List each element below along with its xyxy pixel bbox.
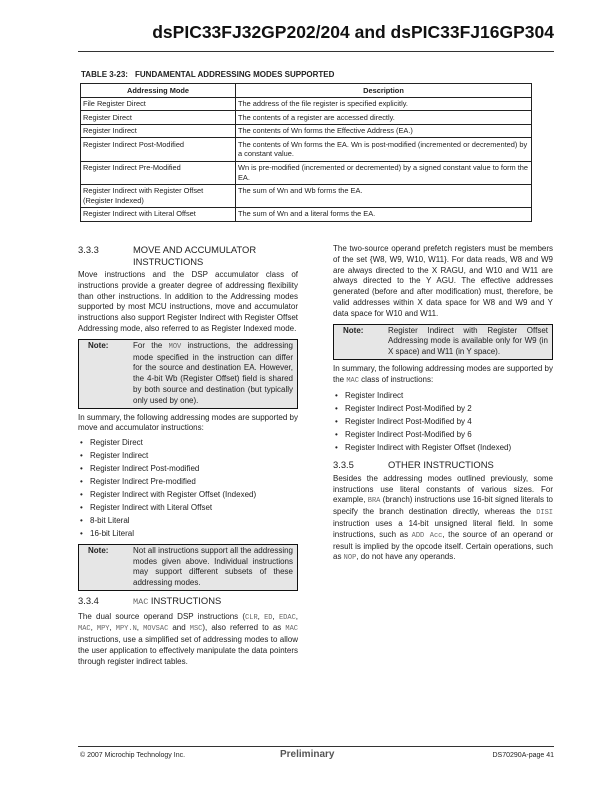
text-segment: instructions, the addressing mode specified in the instruction can differ for the source and destination EA. However, the 4-bit Wb (Register Offset) field is shared by both source and destination (but typically only used by one). bbox=[133, 340, 293, 405]
section-title-text: INSTRUCTIONS bbox=[148, 595, 222, 607]
text-segment: (branch) instructions use 16-bit signed literals to specify the branch destination directly, whereas the bbox=[333, 495, 553, 517]
text-segment: instruction uses a 14-bit unsigned literal field. In some instructions, such as bbox=[333, 518, 553, 539]
table-row bbox=[81, 111, 532, 125]
note-text: Register Indirect with Register Offset Addressing mode is available only for W9 (in X space) and W11 (in Y space). bbox=[388, 325, 548, 357]
description-cell: The address of the file register is specified explicitly. bbox=[236, 97, 532, 111]
section-heading-3-3-4 bbox=[78, 595, 298, 609]
code-text: CLR bbox=[245, 613, 258, 622]
code-text: MOVSAC bbox=[143, 625, 169, 634]
note-box bbox=[78, 339, 298, 409]
list-item: • Register Indirect Post-Modified by 4 bbox=[333, 417, 553, 428]
mode-cell: Register Direct bbox=[81, 111, 236, 125]
description-cell: The contents of Wn forms the EA. Wn is post-modified (incremented or decremented) by a constant value. bbox=[236, 138, 532, 161]
text-segment: The dual source operand DSP instructions ( bbox=[78, 611, 246, 621]
code-text: MAC bbox=[285, 625, 298, 634]
code-text: MPY.N bbox=[115, 625, 137, 634]
code-text: MOV bbox=[168, 342, 182, 351]
table-row bbox=[81, 138, 532, 161]
paragraph bbox=[333, 364, 553, 387]
paragraph bbox=[78, 612, 298, 668]
description-cell: The contents of Wn forms the Effective Address (EA.) bbox=[236, 124, 532, 138]
table-row bbox=[81, 184, 532, 207]
section-number: 3.3.5 bbox=[333, 459, 354, 471]
code-text: MAC bbox=[133, 597, 149, 608]
table-row bbox=[81, 161, 532, 184]
text-segment: , bbox=[272, 611, 279, 621]
code-text: ED bbox=[264, 613, 273, 622]
list-item: • Register Indirect Post-Modified by 2 bbox=[333, 404, 553, 415]
code-text: EDAC bbox=[278, 613, 296, 622]
left-column bbox=[78, 244, 298, 672]
text-segment: instructions, use a simplified set of addressing modes to allow the user application to effectively manipulate the data pointers through register indirect tables. bbox=[78, 635, 298, 666]
bullet-list bbox=[78, 438, 298, 540]
list-item: • Register Indirect with Literal Offset bbox=[78, 503, 298, 514]
table-caption bbox=[81, 70, 334, 79]
code-text: MAC bbox=[78, 625, 91, 634]
note-label: Note: bbox=[88, 340, 109, 350]
table-row bbox=[81, 207, 532, 221]
mode-cell: File Register Direct bbox=[81, 97, 236, 111]
table-title: FUNDAMENTAL ADDRESSING MODES SUPPORTED bbox=[135, 70, 335, 79]
section-number: 3.3.4 bbox=[78, 595, 99, 607]
description-cell: The sum of Wn and a literal forms the EA. bbox=[236, 207, 532, 221]
section-heading-3-3-5 bbox=[333, 459, 553, 471]
page-header-title: dsPIC33FJ32GP202/204 and dsPIC33FJ16GP304 bbox=[152, 22, 554, 42]
section-title bbox=[133, 595, 221, 609]
note-label: Note: bbox=[88, 545, 109, 555]
table-number: TABLE 3-23: bbox=[81, 70, 128, 79]
footer-copyright: © 2007 Microchip Technology Inc. bbox=[80, 752, 186, 759]
text-segment: , bbox=[136, 623, 144, 633]
text-segment: ), also referred to as bbox=[202, 623, 286, 633]
code-text: MSC bbox=[189, 625, 203, 634]
addressing-modes-table bbox=[80, 83, 532, 222]
code-text: NOP bbox=[343, 554, 357, 563]
paragraph: In summary, the following addressing modes are supported by move and accumulator instructions: bbox=[78, 412, 298, 433]
description-cell: The sum of Wn and Wb forms the EA. bbox=[236, 184, 532, 207]
mode-cell: Register Indirect with Literal Offset bbox=[81, 207, 236, 221]
header-rule bbox=[78, 51, 554, 52]
list-item: • Register Indirect bbox=[78, 451, 298, 462]
list-item: • Register Indirect bbox=[333, 391, 553, 402]
text-segment: class of instructions: bbox=[358, 374, 434, 384]
footer-page-number: DS70290A-page 41 bbox=[492, 752, 554, 759]
note-box bbox=[78, 544, 298, 591]
note-text bbox=[133, 341, 293, 407]
text-segment: , the source of an operand or result is implied by the opcode itself. Certain operations, such as bbox=[333, 529, 554, 562]
paragraph: The two-source operand prefetch registers must be members of the set {W8, W9, W10, W11}. For data reads, W8 and W9 are always directed to the X RAGU, and W10 and W11 are always directed to the Y AGU. The effective addresses generated (before and after modification) must, therefore, be valid addresses within X data space for W8 and W9 and Y data space for W10 and W11. bbox=[333, 244, 553, 318]
text-segment: and bbox=[168, 623, 190, 633]
list-item: • Register Indirect with Register Offset (Indexed) bbox=[78, 490, 298, 501]
text-segment: In summary, the following addressing modes are supported by the bbox=[333, 363, 553, 384]
table-row bbox=[81, 97, 532, 111]
column-header: Addressing Mode bbox=[81, 84, 236, 98]
text-segment: For the bbox=[133, 340, 169, 350]
text-segment: , bbox=[257, 611, 265, 621]
section-heading-3-3-3 bbox=[78, 244, 298, 267]
description-cell: Wn is pre-modified (incremented or decremented) by a signed constant value to form the EA. bbox=[236, 161, 532, 184]
note-text: Not all instructions support all the addressing modes given above. Individual instructions may support different subsets of these addressing modes. bbox=[133, 545, 293, 588]
section-number: 3.3.3 bbox=[78, 244, 99, 255]
text-segment: Besides the addressing modes outlined previously, some instructions use literal constants of various sizes. For example, bbox=[333, 473, 553, 505]
code-text: BRA bbox=[367, 497, 381, 506]
code-text: DISI bbox=[536, 509, 553, 518]
column-header: Description bbox=[236, 84, 532, 98]
list-item: • Register Direct bbox=[78, 438, 298, 449]
paragraph: Move instructions and the DSP accumulator class of instructions provide a greater degree of addressing flexibility than other instructions. In addition to the Addressing modes supported by most MCU instructions, move and accumulator instructions also support Register Indirect with Register Offset Addressing mode, also referred to as Register Indexed mode. bbox=[78, 270, 298, 333]
bullet-list bbox=[333, 391, 553, 454]
mode-cell: Register Indirect Pre-Modified bbox=[81, 161, 236, 184]
note-box bbox=[333, 324, 553, 360]
footer-status: Preliminary bbox=[280, 749, 335, 760]
list-item: • Register Indirect Post-Modified by 6 bbox=[333, 430, 553, 441]
code-text: MPY bbox=[96, 625, 110, 634]
list-item: • Register Indirect Post-modified bbox=[78, 464, 298, 475]
code-text: ADD Acc bbox=[411, 531, 443, 540]
table-row bbox=[81, 124, 532, 138]
list-item: • Register Indirect with Register Offset (Indexed) bbox=[333, 443, 553, 454]
note-label: Note: bbox=[343, 325, 364, 335]
mode-cell: Register Indirect with Register Offset (Register Indexed) bbox=[81, 184, 236, 207]
list-item: • Register Indirect Pre-modified bbox=[78, 477, 298, 488]
mode-cell: Register Indirect bbox=[81, 124, 236, 138]
description-cell: The contents of a register are accessed directly. bbox=[236, 111, 532, 125]
text-segment: , bbox=[90, 623, 97, 633]
list-item: • 16-bit Literal bbox=[78, 529, 298, 540]
list-item: • 8-bit Literal bbox=[78, 516, 298, 527]
text-segment: , bbox=[295, 611, 299, 621]
section-title: OTHER INSTRUCTIONS bbox=[388, 459, 494, 471]
right-column bbox=[333, 244, 553, 568]
text-segment: , bbox=[109, 623, 116, 633]
mode-cell: Register Indirect Post-Modified bbox=[81, 138, 236, 161]
paragraph bbox=[333, 474, 553, 564]
section-title: MOVE AND ACCUMULATOR INSTRUCTIONS bbox=[133, 244, 257, 267]
text-segment: , do not have any operands. bbox=[356, 552, 456, 562]
code-text: MAC bbox=[346, 376, 359, 385]
footer-rule bbox=[78, 746, 554, 747]
